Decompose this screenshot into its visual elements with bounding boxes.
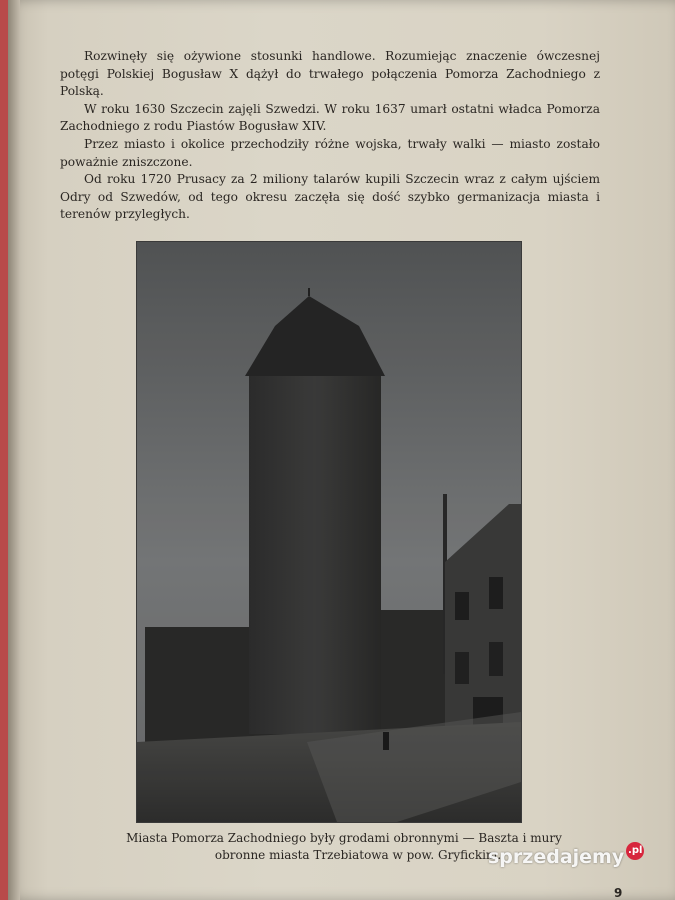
watermark-text: sprzedajemy xyxy=(488,846,625,868)
caption-line-2: obronne miasta Trzebiatowa w pow. Gryfickim. xyxy=(214,848,502,862)
tower-photograph xyxy=(136,241,522,823)
page-gutter xyxy=(8,0,20,900)
paragraph-4: Od roku 1720 Prusacy za 2 miliony talarów kupili Szczecin wraz z całym ujściem Odry od Szwedów, od tego okresu zaczęła się dość szybko germanizacja miasta i terenów przyległych. xyxy=(60,172,600,222)
page-number: 9 xyxy=(614,886,623,900)
caption-line-1: Miasta Pomorza Zachodniego były grodami obronnymi — Baszta i mury xyxy=(126,831,562,845)
sprzedajemy-watermark xyxy=(488,846,644,872)
paragraph-2: W roku 1630 Szczecin zajęli Szwedzi. W roku 1637 umarł ostatni władca Pomorza Zachodniego z rodu Piastów Bogusław XIV. xyxy=(60,101,600,134)
paragraph-1: Rozwinęły się ożywione stosunki handlowe. Rozumiejąc znaczenie ówczesnej potęgi Polskiej Bogusław X dążył do trwałego połączenia Pomorza Zachodniego z Polską. xyxy=(60,49,600,99)
body-text xyxy=(60,48,600,224)
paragraph-3: Przez miasto i okolice przechodziły różne wojska, trwały walki — miasto zostało poważnie zniszczone. xyxy=(60,136,600,169)
tower-illustration xyxy=(137,242,521,822)
watermark-badge: .pl xyxy=(626,842,644,860)
